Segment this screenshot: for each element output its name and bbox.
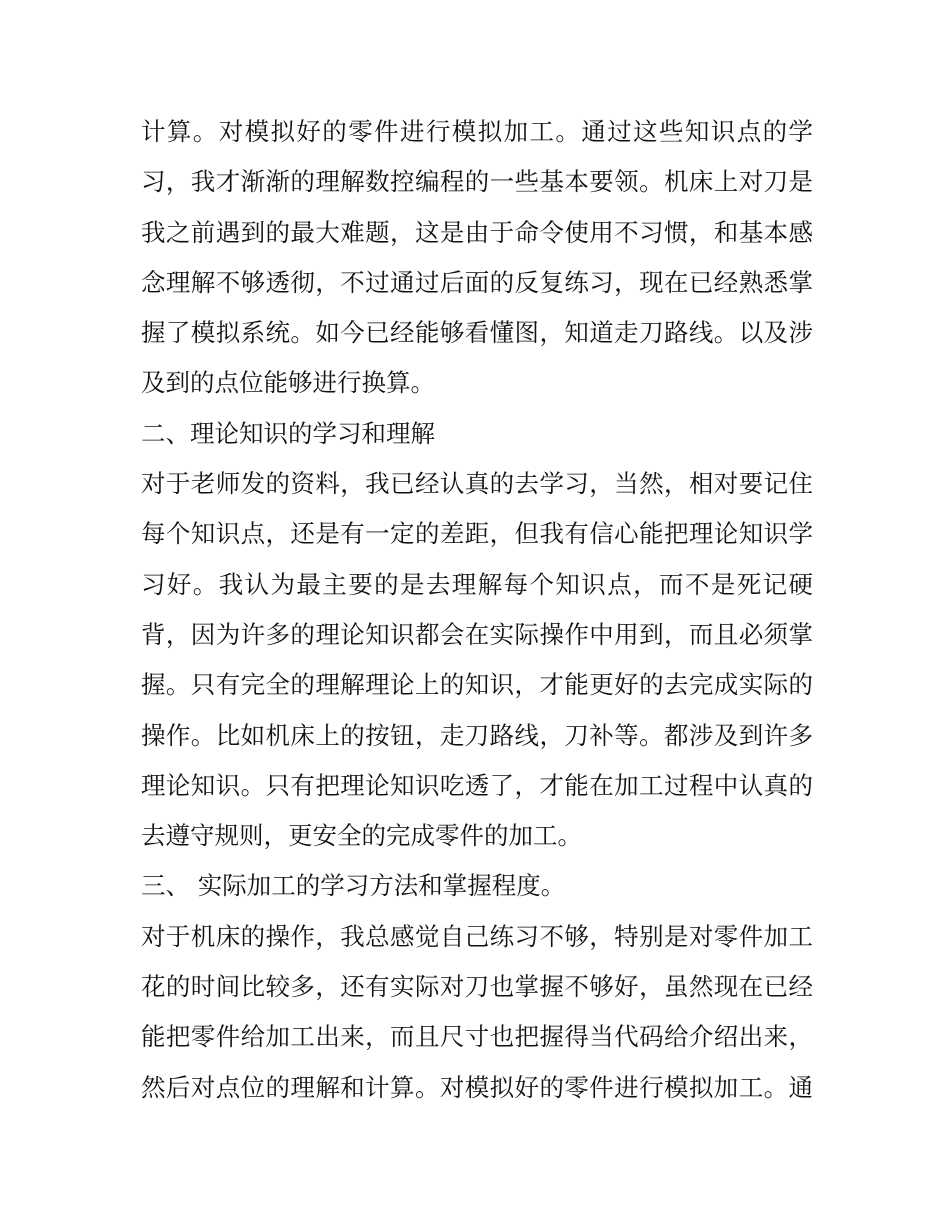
paragraph-line: 对于老师发的资料，我已经认真的去学习，当然，相对要记住 [141,469,813,499]
paragraph-line: 理论知识。只有把理论知识吃透了，才能在加工过程中认真的 [141,770,813,800]
paragraph-line: 计算。对模拟好的零件进行模拟加工。通过这些知识点的学 [141,117,813,146]
paragraph-line: 对于机床的操作，我总感觉自己练习不够，特别是对零件加工 [141,921,813,951]
paragraph-line: 操作。比如机床上的按钮，走刀路线，刀补等。都涉及到许多 [141,720,813,750]
section-heading-3: 三、 实际加工的学习方法和掌握程度。 [141,871,566,901]
paragraph-line: 然后对点位的理解和计算。对模拟好的零件进行模拟加工。通 [141,1072,813,1102]
paragraph-line: 去遵守规则，更安全的完成零件的加工。 [141,821,582,851]
paragraph-line: 背，因为许多的理论知识都会在实际操作中用到，而且必须掌 [141,619,813,649]
paragraph-line: 及到的点位能够进行换算。 [141,368,435,398]
paragraph-line: 握。只有完全的理解理论上的知识，才能更好的去完成实际的 [141,670,813,700]
paragraph-line: 能把零件给加工出来，而且尺寸也把握得当代码给介绍出来， [141,1022,813,1052]
paragraph-line: 每个知识点，还是有一定的差距，但我有信心能把理论知识学 [141,519,813,549]
body-text [141,107,813,1113]
paragraph-line: 念理解不够透彻，不过通过后面的反复练习，现在已经熟悉掌 [141,267,813,297]
paragraph-line: 我之前遇到的最大难题，这是由于命令使用不习惯，和基本感 [141,217,813,247]
paragraph-line: 握了模拟系统。如今已经能够看懂图，知道走刀路线。以及涉 [141,318,813,348]
section-heading-2: 二、理论知识的学习和理解 [141,418,435,448]
paragraph-line: 花的时间比较多，还有实际对刀也掌握不够好，虽然现在已经 [141,972,813,1002]
paragraph-line: 习，我才渐渐的理解数控编程的一些基本要领。机床上对刀是 [141,167,813,197]
paragraph-line: 习好。我认为最主要的是去理解每个知识点，而不是死记硬 [141,569,813,599]
